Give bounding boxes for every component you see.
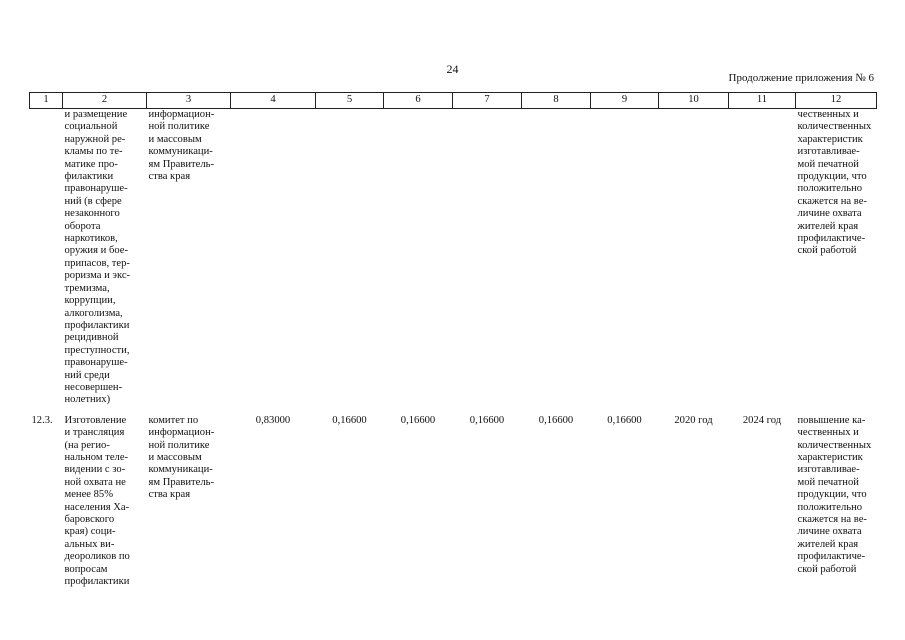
funding-year-value: 0,16600 <box>538 414 574 426</box>
expected-result: повышение ка- чественных и количественных характеристик изготавливае- мой печатной продукции, что положительно скажется на ве- личине охвата жителей края профилактиче- ской работой <box>797 414 872 575</box>
start-year: 2020 год <box>674 414 713 426</box>
table-row <box>30 109 877 407</box>
row-spacer <box>30 407 877 415</box>
funding-year-value: 0,16600 <box>332 414 367 426</box>
column-header: 9 <box>591 93 659 109</box>
appendix-continuation-label: Продолжение приложения № 6 <box>728 72 874 84</box>
funding-year-value: 0,16600 <box>400 414 436 426</box>
column-header: 5 <box>316 93 384 109</box>
responsible-executor: комитет по информацион- ной политике и массовым коммуникаци- ям Правитель- ства края <box>148 414 215 501</box>
start-year <box>659 109 729 407</box>
column-header: 2 <box>63 93 147 109</box>
column-header: 8 <box>522 93 591 109</box>
funding-year-value: 0,16600 <box>607 414 642 426</box>
funding-year-value: 0,16600 <box>469 414 505 426</box>
funding-year-value <box>384 109 453 407</box>
page-number: 24 <box>446 62 459 76</box>
end-year <box>729 109 796 407</box>
column-header: 4 <box>231 93 316 109</box>
column-header: 7 <box>453 93 522 109</box>
column-header: 3 <box>147 93 231 109</box>
responsible-executor: информацион- ной политике и массовым коммуникаци- ям Правитель- ства края <box>148 109 215 183</box>
total-funding <box>231 109 316 407</box>
funding-year-value <box>316 109 384 407</box>
row-number <box>30 109 63 407</box>
measure-name: и размещение социальной наружной ре- кламы по те- матике про- филактики правонаруше- ний (в сфере незаконного оборота наркотиков, оружия и бое- припасов, тер- роризма и экс- тремизма, коррупции, алкоголизма, профилактики рецидивной преступности, правонаруше- ний среди несовершен- нолетних) <box>64 109 131 406</box>
end-year: 2024 год <box>742 414 782 426</box>
row-spacer-cell <box>30 407 877 415</box>
funding-year-value <box>453 109 522 407</box>
table-row <box>30 415 877 589</box>
funding-year-value <box>591 109 659 407</box>
measure-name: Изготовление и трансляция (на регио- нальном теле- видении с зо- ной охвата не менее 85% населения Ха- баровского края) соци- альных ви- деороликов по вопросам профилактики <box>64 414 130 588</box>
column-header: 1 <box>30 93 63 109</box>
header-row <box>30 93 877 109</box>
column-header: 10 <box>659 93 729 109</box>
funding-year-value <box>522 109 591 407</box>
program-table <box>29 92 877 588</box>
total-funding: 0,83000 <box>255 414 291 426</box>
column-header: 12 <box>796 93 877 109</box>
row-number: 12.3. <box>31 414 53 426</box>
column-header: 6 <box>384 93 453 109</box>
expected-result: чественных и количественных характеристик изготавливае- мой печатной продукции, что положительно скажется на ве- личине охвата жителей края профилактиче- ской работой <box>797 109 872 257</box>
column-header: 11 <box>729 93 796 109</box>
